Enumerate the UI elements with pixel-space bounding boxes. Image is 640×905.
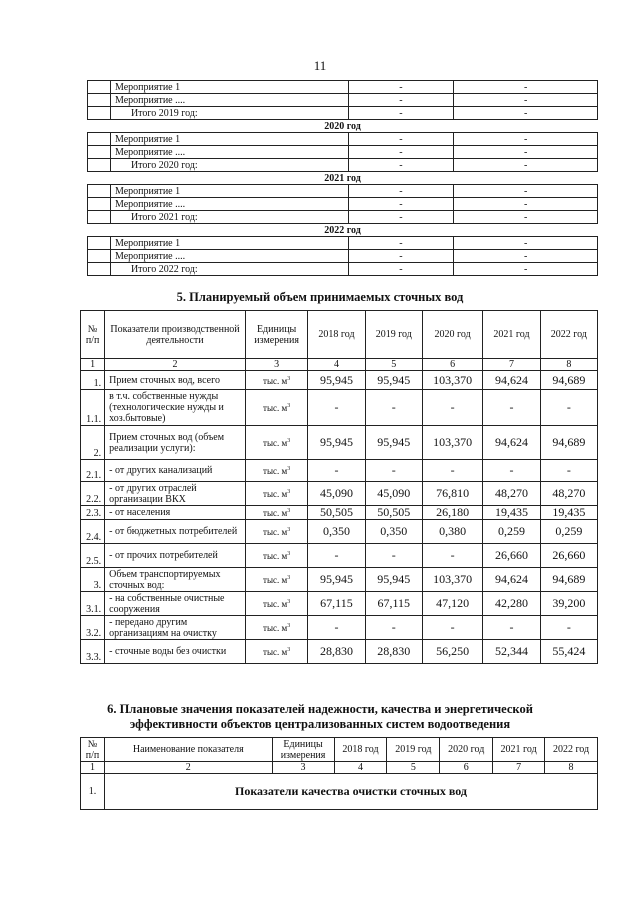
value-cell: 0,259 — [483, 520, 540, 544]
header-num: № п/п — [81, 738, 105, 762]
value-cell: 52,344 — [483, 640, 540, 664]
header-2019: 2019 год — [365, 311, 422, 359]
row-number: 1. — [81, 371, 105, 390]
value-cell: 94,624 — [483, 426, 540, 460]
value-cell: 95,945 — [365, 371, 422, 390]
header-unit: Единицы измерения — [245, 311, 307, 359]
value-cell: - — [422, 460, 482, 482]
unit-text: тыс. м — [263, 489, 288, 499]
unit-superscript: 3 — [287, 375, 291, 382]
value-cell: - — [422, 616, 482, 640]
year-header: 2022 год — [88, 224, 598, 237]
header-num: № п/п — [81, 311, 105, 359]
table-row — [88, 81, 598, 94]
row-number: 3.1. — [81, 592, 105, 616]
unit-cell — [245, 592, 307, 616]
row-number: 3.3. — [81, 640, 105, 664]
activity-label: Мероприятие 1 — [110, 237, 348, 250]
activity-label: Итого 2019 год: — [110, 107, 348, 120]
value-cell: 94,624 — [483, 371, 540, 390]
activity-value: - — [454, 185, 598, 198]
unit-superscript: 3 — [287, 508, 291, 514]
col-number: 6 — [422, 359, 482, 371]
value-cell: 94,689 — [540, 371, 597, 390]
activity-value: - — [348, 237, 454, 250]
activity-label: Итого 2021 год: — [110, 211, 348, 224]
value-cell: 103,370 — [422, 371, 482, 390]
unit-text: тыс. м — [263, 575, 288, 585]
indicator-label: Прием сточных вод (объем реализации услуги): — [105, 426, 246, 460]
table-row — [88, 107, 598, 120]
value-cell: - — [540, 390, 597, 426]
value-cell: 94,689 — [540, 426, 597, 460]
col-number: 2 — [104, 762, 272, 774]
value-cell: 19,435 — [540, 506, 597, 520]
col-number: 5 — [387, 762, 440, 774]
activity-value: - — [348, 185, 454, 198]
page-number: 11 — [313, 58, 327, 73]
table-row — [81, 520, 598, 544]
year-header: 2020 год — [88, 120, 598, 133]
activity-label: Мероприятие 1 — [110, 133, 348, 146]
activities-table — [87, 80, 598, 276]
col-number: 1 — [81, 359, 105, 371]
header-indicator: Показатели производственной деятельности — [105, 311, 246, 359]
empty-cell — [88, 81, 111, 94]
value-cell: - — [365, 616, 422, 640]
activity-value: - — [348, 159, 454, 172]
value-cell: 48,270 — [483, 482, 540, 506]
activity-label: Мероприятие .... — [110, 146, 348, 159]
col-number: 2 — [105, 359, 246, 371]
reliability-indicators-table — [80, 737, 598, 810]
unit-text: тыс. м — [263, 508, 288, 518]
unit-cell — [245, 460, 307, 482]
col-number: 1 — [81, 762, 105, 774]
activity-label: Мероприятие .... — [110, 94, 348, 107]
activity-value: - — [348, 263, 454, 276]
value-cell: 67,115 — [308, 592, 365, 616]
value-cell: - — [540, 460, 597, 482]
col-number: 4 — [308, 359, 365, 371]
activity-value: - — [348, 81, 454, 94]
value-cell: - — [308, 616, 365, 640]
empty-cell — [88, 263, 111, 276]
table-row — [88, 159, 598, 172]
unit-text: тыс. м — [263, 403, 288, 413]
value-cell: - — [483, 616, 540, 640]
value-cell: 103,370 — [422, 426, 482, 460]
row-number: 3.2. — [81, 616, 105, 640]
empty-cell — [88, 133, 111, 146]
unit-superscript: 3 — [287, 527, 291, 533]
activity-value: - — [348, 211, 454, 224]
unit-text: тыс. м — [263, 647, 288, 657]
col-number: 8 — [545, 762, 598, 774]
value-cell: 50,505 — [308, 506, 365, 520]
table-row — [88, 146, 598, 159]
unit-superscript: 3 — [287, 403, 291, 409]
value-cell: 39,200 — [540, 592, 597, 616]
value-cell: 94,624 — [483, 568, 540, 592]
value-cell: 103,370 — [422, 568, 482, 592]
row-number: 2.3. — [81, 506, 105, 520]
value-cell: 28,830 — [308, 640, 365, 664]
value-cell: - — [308, 544, 365, 568]
indicator-label: - сточные воды без очистки — [105, 640, 246, 664]
value-cell: 26,180 — [422, 506, 482, 520]
table-row — [88, 133, 598, 146]
col-number: 8 — [540, 359, 597, 371]
section6-title-line2: эффективности объектов централизованных систем водоотведения — [129, 717, 511, 731]
activity-value: - — [348, 250, 454, 263]
year-header: 2021 год — [88, 172, 598, 185]
unit-superscript: 3 — [287, 647, 291, 653]
unit-cell — [245, 568, 307, 592]
table-row — [88, 94, 598, 107]
indicator-label: - от населения — [105, 506, 246, 520]
table-row — [88, 185, 598, 198]
activity-value: - — [454, 94, 598, 107]
header-2022: 2022 год — [540, 311, 597, 359]
table-row — [81, 482, 598, 506]
activity-label: Мероприятие 1 — [110, 81, 348, 94]
unit-cell — [245, 520, 307, 544]
activity-value: - — [454, 159, 598, 172]
header-unit: Единицы измерения — [272, 738, 334, 762]
value-cell: 95,945 — [308, 568, 365, 592]
section5-title: 5. Планируемый объем принимаемых сточных вод — [176, 290, 464, 304]
col-number: 3 — [245, 359, 307, 371]
value-cell: 95,945 — [308, 371, 365, 390]
value-cell: 95,945 — [365, 426, 422, 460]
activity-value: - — [348, 198, 454, 211]
unit-text: тыс. м — [263, 438, 288, 448]
section-row-title: Показатели качества очистки сточных вод — [104, 774, 597, 810]
row-number: 1.1. — [81, 390, 105, 426]
empty-cell — [88, 211, 111, 224]
activity-value: - — [348, 146, 454, 159]
value-cell: 50,505 — [365, 506, 422, 520]
col-number: 7 — [483, 359, 540, 371]
activity-label: Итого 2022 год: — [110, 263, 348, 276]
unit-text: тыс. м — [263, 527, 288, 537]
activity-value: - — [454, 107, 598, 120]
unit-superscript: 3 — [287, 599, 291, 605]
activity-label: Мероприятие .... — [110, 250, 348, 263]
unit-cell — [245, 426, 307, 460]
header-2021: 2021 год — [483, 311, 540, 359]
unit-cell — [245, 544, 307, 568]
empty-cell — [88, 146, 111, 159]
indicator-label: - от других отраслей организации ВКХ — [105, 482, 246, 506]
activity-value: - — [454, 211, 598, 224]
unit-text: тыс. м — [263, 551, 288, 561]
unit-superscript: 3 — [287, 489, 291, 495]
value-cell: - — [422, 544, 482, 568]
table-row — [81, 390, 598, 426]
header-name: Наименование показателя — [104, 738, 272, 762]
value-cell: 26,660 — [540, 544, 597, 568]
unit-cell — [245, 390, 307, 426]
indicator-label: в т.ч. собственные нужды (технологические нужды и хоз.бытовые) — [105, 390, 246, 426]
activity-value: - — [454, 263, 598, 276]
empty-cell — [88, 237, 111, 250]
row-number: 2. — [81, 426, 105, 460]
row-number: 2.5. — [81, 544, 105, 568]
header-2020: 2020 год — [422, 311, 482, 359]
activity-value: - — [348, 94, 454, 107]
activity-label: Мероприятие 1 — [110, 185, 348, 198]
table-row — [81, 371, 598, 390]
col-number: 4 — [334, 762, 387, 774]
row-number: 2.2. — [81, 482, 105, 506]
header-2018: 2018 год — [308, 311, 365, 359]
empty-cell — [88, 159, 111, 172]
unit-text: тыс. м — [263, 599, 288, 609]
activity-label: Мероприятие .... — [110, 198, 348, 211]
unit-cell — [245, 640, 307, 664]
value-cell: 26,660 — [483, 544, 540, 568]
row-number: 2.4. — [81, 520, 105, 544]
activity-value: - — [454, 146, 598, 159]
value-cell: - — [483, 460, 540, 482]
activity-value: - — [454, 250, 598, 263]
value-cell: 0,350 — [308, 520, 365, 544]
value-cell: 48,270 — [540, 482, 597, 506]
col-number: 5 — [365, 359, 422, 371]
table-row — [88, 198, 598, 211]
value-cell: 45,090 — [308, 482, 365, 506]
empty-cell — [88, 107, 111, 120]
empty-cell — [88, 94, 111, 107]
value-cell: - — [365, 544, 422, 568]
unit-cell — [245, 371, 307, 390]
activity-value: - — [454, 81, 598, 94]
unit-superscript: 3 — [287, 551, 291, 557]
wastewater-volume-table — [80, 310, 598, 664]
table-row — [88, 211, 598, 224]
indicator-label: Объем транспортируемых сточных вод: — [105, 568, 246, 592]
activity-value: - — [348, 133, 454, 146]
table-row — [81, 616, 598, 640]
value-cell: 0,380 — [422, 520, 482, 544]
value-cell: 28,830 — [365, 640, 422, 664]
empty-cell — [88, 250, 111, 263]
value-cell: 42,280 — [483, 592, 540, 616]
value-cell: 45,090 — [365, 482, 422, 506]
empty-cell — [88, 198, 111, 211]
unit-superscript: 3 — [287, 623, 291, 629]
table-row — [88, 263, 598, 276]
value-cell: 95,945 — [365, 568, 422, 592]
unit-cell — [245, 616, 307, 640]
indicator-label: - от других канализаций — [105, 460, 246, 482]
value-cell: - — [308, 390, 365, 426]
table-row — [81, 426, 598, 460]
indicator-label: - от прочих потребителей — [105, 544, 246, 568]
col-number: 3 — [272, 762, 334, 774]
value-cell: 47,120 — [422, 592, 482, 616]
indicator-label: - от бюджетных потребителей — [105, 520, 246, 544]
value-cell: 95,945 — [308, 426, 365, 460]
unit-text: тыс. м — [263, 623, 288, 633]
unit-superscript: 3 — [287, 438, 291, 444]
header-2022: 2022 год — [545, 738, 598, 762]
table-row — [81, 592, 598, 616]
header-2020: 2020 год — [440, 738, 493, 762]
table-row — [81, 544, 598, 568]
section6-title-line1: 6. Плановые значения показателей надежности, качества и энергетической — [107, 702, 533, 716]
indicator-label: Прием сточных вод, всего — [105, 371, 246, 390]
indicator-label: - передано другим организациям на очистку — [105, 616, 246, 640]
activity-value: - — [348, 107, 454, 120]
unit-superscript: 3 — [287, 575, 291, 581]
unit-superscript: 3 — [287, 466, 291, 472]
table-row — [88, 237, 598, 250]
table-row — [81, 640, 598, 664]
table-row — [81, 506, 598, 520]
unit-cell — [245, 506, 307, 520]
table-row — [81, 568, 598, 592]
activity-value: - — [454, 133, 598, 146]
value-cell: 56,250 — [422, 640, 482, 664]
value-cell: - — [540, 616, 597, 640]
activity-value: - — [454, 198, 598, 211]
header-2019: 2019 год — [387, 738, 440, 762]
unit-text: тыс. м — [263, 466, 288, 476]
value-cell: 67,115 — [365, 592, 422, 616]
unit-cell — [245, 482, 307, 506]
col-number: 6 — [440, 762, 493, 774]
value-cell: 76,810 — [422, 482, 482, 506]
unit-text: тыс. м — [263, 375, 288, 386]
header-2021: 2021 год — [493, 738, 545, 762]
indicator-label: - на собственные очистные сооружения — [105, 592, 246, 616]
activity-value: - — [454, 237, 598, 250]
table-row — [81, 460, 598, 482]
value-cell: 0,259 — [540, 520, 597, 544]
table-row — [88, 250, 598, 263]
value-cell: - — [422, 390, 482, 426]
activity-label: Итого 2020 год: — [110, 159, 348, 172]
row-number: 3. — [81, 568, 105, 592]
col-number: 7 — [493, 762, 545, 774]
row-number: 1. — [81, 774, 105, 810]
row-number: 2.1. — [81, 460, 105, 482]
value-cell: 94,689 — [540, 568, 597, 592]
value-cell: - — [365, 460, 422, 482]
value-cell: - — [365, 390, 422, 426]
value-cell: - — [483, 390, 540, 426]
value-cell: 55,424 — [540, 640, 597, 664]
empty-cell — [88, 185, 111, 198]
value-cell: 0,350 — [365, 520, 422, 544]
header-2018: 2018 год — [334, 738, 387, 762]
value-cell: 19,435 — [483, 506, 540, 520]
value-cell: - — [308, 460, 365, 482]
